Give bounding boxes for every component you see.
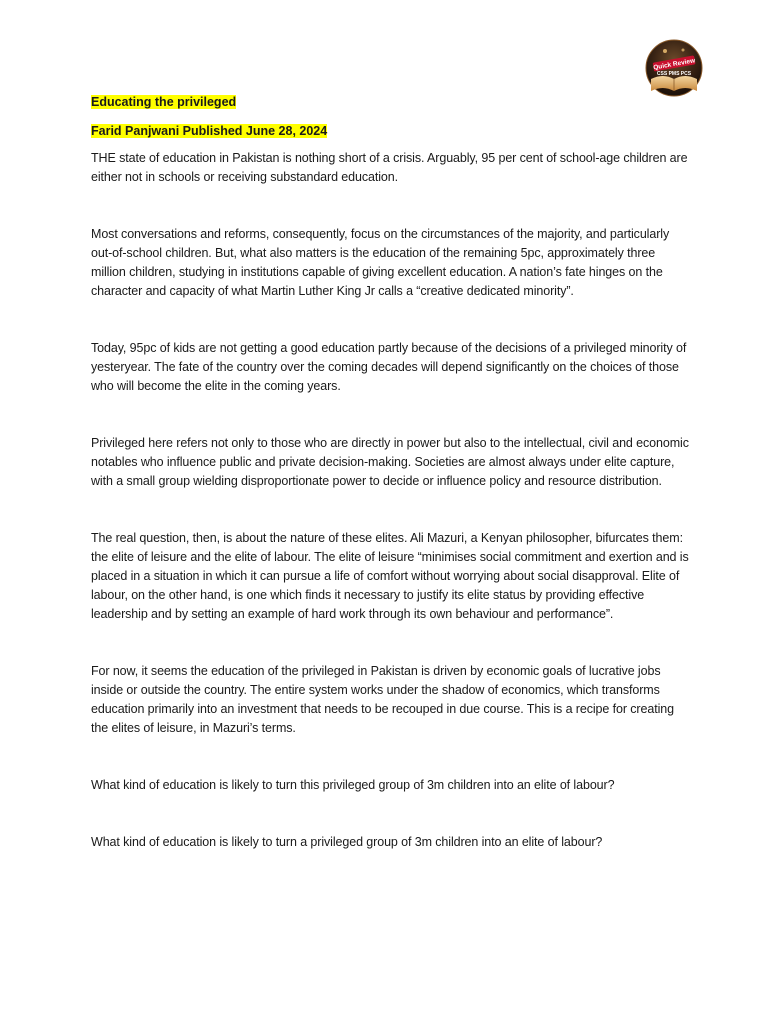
paragraph: For now, it seems the education of the privileged in Pakistan is driven by economic goals of lucrative jobs inside or outside the country. The entire system works under the shadow of economics, which transforms education primarily into an investment that needs to be recouped in due course. This is a recipe for creating the elites of leisure, in Mazuri’s terms. <box>91 664 674 735</box>
article-body <box>91 93 691 852</box>
paragraph: The real question, then, is about the nature of these elites. Ali Mazuri, a Kenyan philosopher, bifurcates them: the elite of leisure and the elite of labour. The elite of leisure “minimises social commitment and exertion and is placed in a situation in which it can pursue a life of comfort without worrying about social disapproval. Elite of labour, on the other hand, is one which finds it necessary to justify its elite status by providing effective leadership and by setting an example of hard work through its own behaviour and performance”. <box>91 531 689 621</box>
logo-text-bottom: CSS PMS PCS <box>656 71 692 77</box>
article-byline: Farid Panjwani Published June 28, 2024 <box>91 124 328 138</box>
paragraph: Today, 95pc of kids are not getting a good education partly because of the decisions of a privileged minority of yesteryear. The fate of the country over the coming decades will depend significantly on the choices of those who will become the elite in the coming years. <box>91 341 687 393</box>
article-title-line <box>91 93 691 110</box>
paragraph: Privileged here refers not only to those who are directly in power but also to the intellectual, civil and economic notables who influence public and private decision-making. Societies are almost always under elite capture, with a small group wielding disproportionate power to decide or influence policy and resource distribution. <box>91 436 689 488</box>
quick-review-logo <box>645 39 703 97</box>
article-title: Educating the privileged <box>91 95 237 109</box>
paragraph: What kind of education is likely to turn this privileged group of 3m children into an elite of labour? <box>91 778 615 792</box>
article-byline-line <box>91 122 691 139</box>
paragraph: Most conversations and reforms, consequently, focus on the circumstances of the majority, and particularly out-of-school children. But, what also matters is the education of the remaining 5pc, approximately three million children, studying in institutions capable of giving excellent education. A nation’s fate hinges on the character and capacity of what Martin Luther King Jr calls a “creative dedicated minority”. <box>91 227 670 298</box>
paragraph: What kind of education is likely to turn a privileged group of 3m children into an elite of labour? <box>91 835 603 849</box>
paragraph: THE state of education in Pakistan is nothing short of a crisis. Arguably, 95 per cent of school-age children are either not in schools or receiving substandard education. <box>91 151 688 184</box>
logo-text-top: Quick Review <box>652 57 696 72</box>
